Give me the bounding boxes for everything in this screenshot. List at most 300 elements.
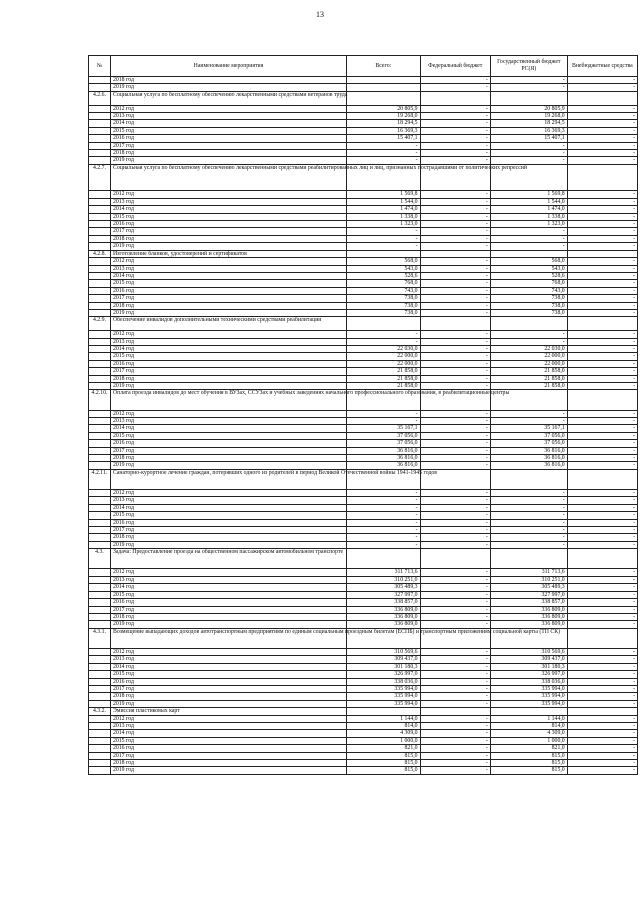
row-name: 2019 год [110, 383, 346, 390]
row-name: Эмиссия пластиковых карт [110, 708, 346, 715]
row-total: 814,0 [347, 722, 421, 729]
row-code [89, 519, 111, 526]
row-code [89, 353, 111, 360]
row-name: 2016 год [110, 287, 346, 294]
row-name: 2013 год [110, 497, 346, 504]
row-regional: 301 180,3 [490, 663, 567, 670]
row-federal: - [420, 353, 490, 360]
row-regional: 1 144,0 [490, 715, 567, 722]
table-row [89, 410, 638, 417]
row-name: 2012 год [110, 715, 346, 722]
header-total: Всего: [347, 56, 421, 77]
table-row [89, 157, 638, 164]
table-row [89, 730, 638, 737]
row-name: 2018 год [110, 77, 346, 84]
row-federal: - [420, 462, 490, 469]
row-extrabudget: - [567, 221, 637, 228]
row-code: 4.2.11. [89, 469, 111, 489]
row-regional: 36 816,0 [490, 462, 567, 469]
row-federal: - [420, 127, 490, 134]
row-code [89, 221, 111, 228]
row-code [89, 693, 111, 700]
row-regional: 1 323,0 [490, 221, 567, 228]
table-row [89, 360, 638, 367]
row-total: 309 437,0 [347, 656, 421, 663]
row-federal: - [420, 599, 490, 606]
row-extrabudget: - [567, 338, 637, 345]
row-code [89, 599, 111, 606]
row-name: 2016 год [110, 440, 346, 447]
row-code [89, 338, 111, 345]
row-extrabudget: - [567, 113, 637, 120]
row-federal: - [420, 504, 490, 511]
row-federal: - [420, 760, 490, 767]
row-total: 22 000,0 [347, 353, 421, 360]
row-extrabudget: - [567, 715, 637, 722]
row-regional: - [490, 497, 567, 504]
row-federal: - [420, 432, 490, 439]
row-name: 2013 год [110, 576, 346, 583]
row-code [89, 150, 111, 157]
row-regional: - [490, 84, 567, 91]
row-federal: - [420, 383, 490, 390]
row-regional [490, 549, 567, 569]
row-extrabudget: - [567, 150, 637, 157]
row-name: 2019 год [110, 309, 346, 316]
row-regional: 326 997,0 [490, 671, 567, 678]
table-section-row [89, 708, 638, 715]
row-federal: - [420, 345, 490, 352]
row-regional: - [490, 77, 567, 84]
row-regional: - [490, 527, 567, 534]
table-row [89, 113, 638, 120]
row-regional: 19 268,0 [490, 113, 567, 120]
row-code [89, 265, 111, 272]
row-extrabudget: - [567, 504, 637, 511]
row-code [89, 105, 111, 112]
row-code [89, 235, 111, 242]
row-federal: - [420, 198, 490, 205]
row-extrabudget: - [567, 656, 637, 663]
row-extrabudget: - [567, 663, 637, 670]
row-regional: 21 858,0 [490, 368, 567, 375]
row-extrabudget: - [567, 198, 637, 205]
row-total [347, 91, 421, 105]
row-regional: 37 056,0 [490, 432, 567, 439]
table-row [89, 671, 638, 678]
row-regional: 35 167,1 [490, 425, 567, 432]
table-row [89, 287, 638, 294]
row-regional: 22 000,0 [490, 360, 567, 367]
row-regional: 568,0 [490, 258, 567, 265]
row-name: 2016 год [110, 360, 346, 367]
row-federal: - [420, 700, 490, 707]
row-name: 2017 год [110, 752, 346, 759]
row-regional: 1 569,8 [490, 191, 567, 198]
table-row [89, 576, 638, 583]
row-name: 2014 год [110, 584, 346, 591]
row-total: - [347, 534, 421, 541]
row-extrabudget: - [567, 700, 637, 707]
row-total: 36 816,0 [347, 447, 421, 454]
row-total [347, 250, 421, 257]
row-federal: - [420, 295, 490, 302]
row-regional: 4 309,0 [490, 730, 567, 737]
table-row [89, 534, 638, 541]
row-code [89, 198, 111, 205]
row-name: Оплата проезда инвалидов до мест обучения в ВУЗах, ССУЗах и учебных заведениях начального профессионального образования, в реабилитационные центры [110, 390, 346, 410]
row-code [89, 700, 111, 707]
table-row [89, 198, 638, 205]
table-row [89, 375, 638, 382]
row-total: 4 309,0 [347, 730, 421, 737]
table-row [89, 142, 638, 149]
row-code [89, 497, 111, 504]
row-total: - [347, 243, 421, 250]
table-row [89, 663, 638, 670]
row-name: 2015 год [110, 737, 346, 744]
row-name: 2016 год [110, 221, 346, 228]
row-total: - [347, 235, 421, 242]
row-name: Задача: Предоставление проезда на общественном пассажирском автомобильном транспорте [110, 549, 346, 569]
row-code [89, 678, 111, 685]
row-regional: - [490, 541, 567, 548]
table-row [89, 678, 638, 685]
row-federal: - [420, 730, 490, 737]
table-row [89, 737, 638, 744]
row-total: 311 713,6 [347, 569, 421, 576]
row-extrabudget: - [567, 599, 637, 606]
row-total: 815,0 [347, 767, 421, 774]
row-federal: - [420, 678, 490, 685]
row-name: 2019 год [110, 157, 346, 164]
row-regional: 37 056,0 [490, 440, 567, 447]
table-row [89, 84, 638, 91]
row-extrabudget: - [567, 295, 637, 302]
row-extrabudget: - [567, 671, 637, 678]
row-federal: - [420, 280, 490, 287]
row-name: 2018 год [110, 693, 346, 700]
row-extrabudget [567, 250, 637, 257]
row-name: 2012 год [110, 258, 346, 265]
table-row [89, 206, 638, 213]
row-extrabudget: - [567, 228, 637, 235]
row-code [89, 455, 111, 462]
row-name: Социальная услуга по бесплатному обеспечению лекарственными средствами ветеранов труда [110, 91, 346, 105]
row-federal: - [420, 455, 490, 462]
row-regional: 821,0 [490, 745, 567, 752]
table-row [89, 120, 638, 127]
row-regional: 335 994,0 [490, 693, 567, 700]
table-row [89, 150, 638, 157]
row-total: - [347, 157, 421, 164]
table-row [89, 228, 638, 235]
row-federal: - [420, 591, 490, 598]
row-code [89, 228, 111, 235]
row-regional: 1 000,0 [490, 737, 567, 744]
row-name: 2015 год [110, 512, 346, 519]
table-row [89, 243, 638, 250]
row-total: - [347, 541, 421, 548]
row-name: 2012 год [110, 105, 346, 112]
row-regional: - [490, 243, 567, 250]
row-federal: - [420, 84, 490, 91]
row-extrabudget: - [567, 569, 637, 576]
row-federal: - [420, 243, 490, 250]
row-code [89, 656, 111, 663]
row-total: 335 994,0 [347, 693, 421, 700]
row-name: 2018 год [110, 534, 346, 541]
row-extrabudget [567, 164, 637, 191]
row-regional: 335 994,0 [490, 685, 567, 692]
row-name: 2014 год [110, 425, 346, 432]
row-federal: - [420, 737, 490, 744]
row-extrabudget: - [567, 243, 637, 250]
row-federal: - [420, 410, 490, 417]
row-total: 305 489,3 [347, 584, 421, 591]
row-total: 327 997,0 [347, 591, 421, 598]
row-extrabudget: - [567, 265, 637, 272]
row-total: 738,0 [347, 309, 421, 316]
row-code [89, 722, 111, 729]
row-total: 21 858,0 [347, 383, 421, 390]
row-regional [490, 250, 567, 257]
row-total: 738,0 [347, 302, 421, 309]
row-code [89, 504, 111, 511]
row-regional: 1 474,0 [490, 206, 567, 213]
row-code [89, 621, 111, 628]
row-federal: - [420, 157, 490, 164]
row-total [347, 77, 421, 84]
row-code [89, 410, 111, 417]
row-name: Обеспечение инвалидов дополнительными техническими средствами реабилитации [110, 317, 346, 331]
row-total: 310 251,0 [347, 576, 421, 583]
row-code [89, 606, 111, 613]
row-extrabudget [567, 549, 637, 569]
row-code [89, 360, 111, 367]
row-name: 2013 год [110, 338, 346, 345]
row-extrabudget: - [567, 519, 637, 526]
row-name: 2017 год [110, 447, 346, 454]
row-total: - [347, 228, 421, 235]
row-extrabudget: - [567, 418, 637, 425]
row-code [89, 440, 111, 447]
header-extrabudget: Внебюджетные средства [567, 56, 637, 77]
row-total: 1 569,8 [347, 191, 421, 198]
row-code [89, 191, 111, 198]
row-regional: 336 809,0 [490, 606, 567, 613]
row-total: 815,0 [347, 752, 421, 759]
row-federal: - [420, 656, 490, 663]
row-name: 2017 год [110, 368, 346, 375]
row-code [89, 745, 111, 752]
row-total: 1 544,0 [347, 198, 421, 205]
table-row [89, 213, 638, 220]
row-federal: - [420, 648, 490, 655]
row-total: 336 809,0 [347, 613, 421, 620]
row-total: 543,0 [347, 265, 421, 272]
row-code [89, 280, 111, 287]
row-code [89, 671, 111, 678]
row-name: 2015 год [110, 280, 346, 287]
row-code [89, 258, 111, 265]
row-federal: - [420, 715, 490, 722]
row-code: 4.2.6. [89, 91, 111, 105]
row-federal: - [420, 206, 490, 213]
row-name: 2015 год [110, 353, 346, 360]
row-extrabudget: - [567, 512, 637, 519]
row-total: 19 268,0 [347, 113, 421, 120]
row-regional: 738,0 [490, 295, 567, 302]
row-code [89, 730, 111, 737]
row-code [89, 541, 111, 548]
row-extrabudget: - [567, 368, 637, 375]
row-total: 21 858,0 [347, 368, 421, 375]
row-code [89, 287, 111, 294]
row-federal: - [420, 360, 490, 367]
row-total: 22 000,0 [347, 360, 421, 367]
row-code [89, 127, 111, 134]
row-regional: 18 294,5 [490, 120, 567, 127]
row-extrabudget: - [567, 541, 637, 548]
row-regional: 327 997,0 [490, 591, 567, 598]
row-federal: - [420, 105, 490, 112]
row-code [89, 527, 111, 534]
row-name: 2013 год [110, 265, 346, 272]
row-regional: - [490, 338, 567, 345]
row-code [89, 135, 111, 142]
row-name: 2013 год [110, 113, 346, 120]
row-extrabudget: - [567, 591, 637, 598]
row-regional: 815,0 [490, 760, 567, 767]
table-section-row [89, 250, 638, 257]
row-total: 821,0 [347, 745, 421, 752]
table-row [89, 527, 638, 534]
table-section-row [89, 549, 638, 569]
table-row [89, 760, 638, 767]
row-total: 1 338,0 [347, 213, 421, 220]
row-total: - [347, 338, 421, 345]
row-federal: - [420, 235, 490, 242]
row-code [89, 120, 111, 127]
row-name: 2014 год [110, 504, 346, 511]
row-code [89, 142, 111, 149]
row-regional: - [490, 534, 567, 541]
row-extrabudget: - [567, 678, 637, 685]
table-row [89, 599, 638, 606]
row-code: 4.3.1. [89, 628, 111, 648]
row-extrabudget: - [567, 142, 637, 149]
row-total: 15 407,1 [347, 135, 421, 142]
row-total: 1 144,0 [347, 715, 421, 722]
row-regional: 815,0 [490, 767, 567, 774]
row-regional: 738,0 [490, 309, 567, 316]
row-code [89, 206, 111, 213]
row-total: 338 857,0 [347, 599, 421, 606]
row-extrabudget: - [567, 752, 637, 759]
row-regional: 21 858,0 [490, 383, 567, 390]
row-extrabudget: - [567, 360, 637, 367]
row-regional: - [490, 228, 567, 235]
row-federal: - [420, 272, 490, 279]
row-total [347, 317, 421, 331]
row-total: 301 180,3 [347, 663, 421, 670]
row-code [89, 418, 111, 425]
row-extrabudget: - [567, 490, 637, 497]
row-name: Изготовление бланков, удостоверений и сертификатов [110, 250, 346, 257]
table-section-row [89, 628, 638, 648]
row-federal: - [420, 621, 490, 628]
table-row [89, 440, 638, 447]
table-row [89, 368, 638, 375]
row-extrabudget: - [567, 375, 637, 382]
row-extrabudget: - [567, 120, 637, 127]
row-extrabudget [567, 628, 637, 648]
row-extrabudget: - [567, 105, 637, 112]
row-federal: - [420, 752, 490, 759]
row-total: 335 994,0 [347, 685, 421, 692]
row-name: 2016 год [110, 745, 346, 752]
row-federal: - [420, 440, 490, 447]
table-row [89, 338, 638, 345]
row-regional: - [490, 235, 567, 242]
table-row [89, 519, 638, 526]
row-federal: - [420, 77, 490, 84]
row-total: 1 323,0 [347, 221, 421, 228]
row-code [89, 663, 111, 670]
row-name: Социальная услуга по бесплатному обеспечению лекарственными средствами реабилитированных лиц и лиц, признанных пострадавшими от политических репрессий [110, 164, 346, 191]
row-federal [420, 708, 490, 715]
row-federal: - [420, 258, 490, 265]
row-extrabudget: - [567, 345, 637, 352]
row-code [89, 375, 111, 382]
table-row [89, 191, 638, 198]
row-extrabudget: - [567, 584, 637, 591]
header-name: Наименование мероприятия [110, 56, 346, 77]
row-extrabudget: - [567, 462, 637, 469]
row-total: 20 805,9 [347, 105, 421, 112]
row-federal: - [420, 519, 490, 526]
row-code [89, 425, 111, 432]
row-name: 2018 год [110, 375, 346, 382]
row-code [89, 213, 111, 220]
row-name: 2016 год [110, 678, 346, 685]
row-name: 2017 год [110, 685, 346, 692]
row-regional: 814,0 [490, 722, 567, 729]
table-row [89, 221, 638, 228]
table-row [89, 512, 638, 519]
row-federal: - [420, 722, 490, 729]
row-federal: - [420, 527, 490, 534]
row-federal: - [420, 693, 490, 700]
row-code [89, 331, 111, 338]
row-regional: 338 036,0 [490, 678, 567, 685]
row-name: 2014 год [110, 206, 346, 213]
row-name: 2014 год [110, 345, 346, 352]
row-name: 2019 год [110, 243, 346, 250]
row-federal: - [420, 606, 490, 613]
row-total: 1 474,0 [347, 206, 421, 213]
row-federal: - [420, 685, 490, 692]
row-extrabudget: - [567, 213, 637, 220]
table-row [89, 127, 638, 134]
row-name: 2019 год [110, 462, 346, 469]
row-regional: - [490, 331, 567, 338]
table-row [89, 504, 638, 511]
row-name: 2018 год [110, 455, 346, 462]
row-federal: - [420, 569, 490, 576]
row-name: 2017 год [110, 606, 346, 613]
